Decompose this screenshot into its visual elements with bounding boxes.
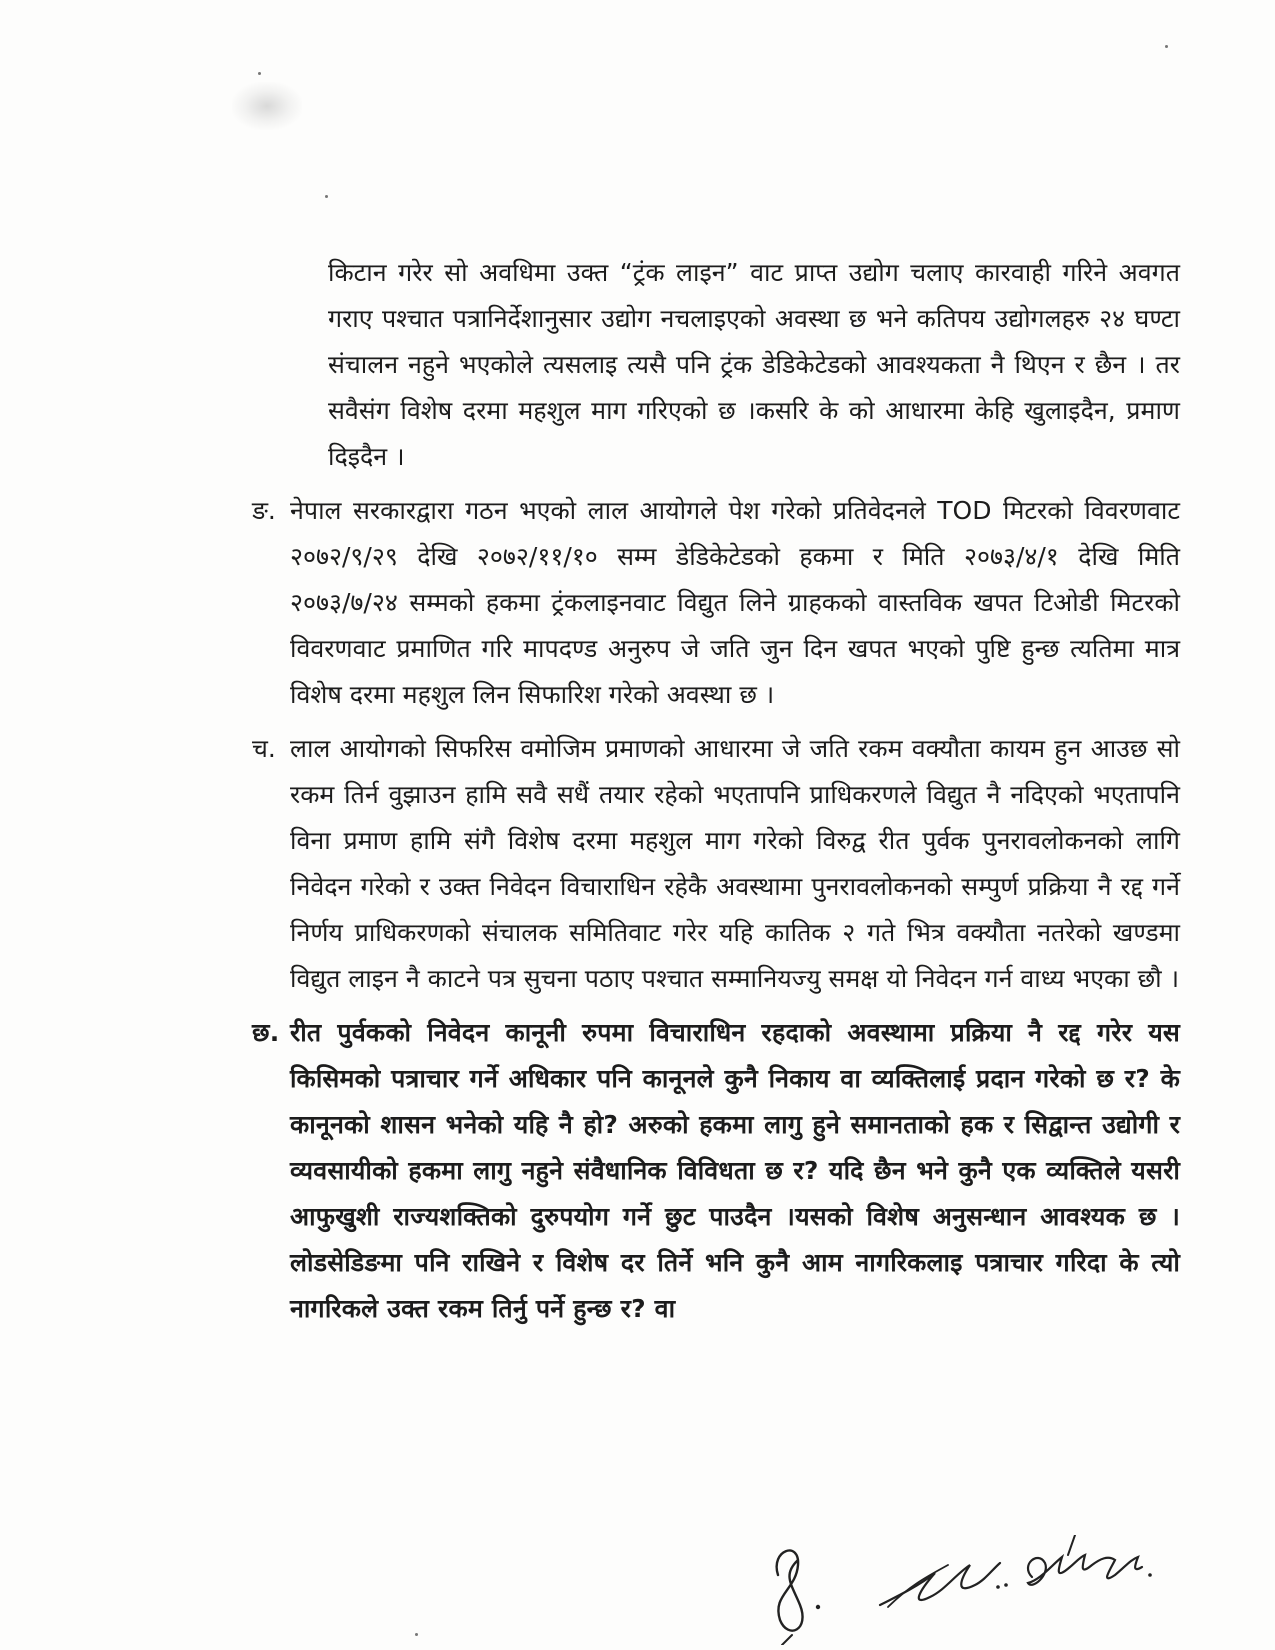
paragraph-nga xyxy=(252,488,1180,718)
document-body xyxy=(252,250,1180,1340)
paragraph-continuation xyxy=(290,250,1180,480)
paragraph-text: किटान गरेर सो अवधिमा उक्त “ट्रंक लाइन” वाट प्राप्त उद्योग चलाए कारवाही गरिने अवगत गराए पश्चात पत्रानिर्देशानुसार उद्योग नचलाइएको अवस्था छ भने कतिपय उद्योगलहरु २४ घण्टा संचालन नहुने भएकोले त्यसलाइ त्यसै पनि ट्रंक डेडिकेटेडको आवश्यकता नै थिएन र छैन । तर सवैसंग विशेष दरमा महशुल माग गरिएको छ ।कसरि के को आधारमा केहि खुलाइदैन, प्रमाण दिइदैन । xyxy=(328,258,1180,471)
handwritten-signatures-icon xyxy=(770,1535,1210,1645)
paragraph-marker: ङ. xyxy=(252,496,276,525)
paragraph-cha xyxy=(252,726,1180,1002)
paragraph-marker: छ. xyxy=(252,1018,280,1047)
paragraph-chha xyxy=(252,1010,1180,1332)
paragraph-text: रीत पुर्वकको निवेदन कानूनी रुपमा विचाराधिन रहदाको अवस्थामा प्रक्रिया नै रद्द गरेर यस किसिमको पत्राचार गर्ने अधिकार पनि कानूनले कुनै निकाय वा व्यक्तिलाई प्रदान गरेको छ र? के कानूनको शासन भनेको यहि नै हो? अरुको हकमा लागु हुने समानताको हक र सिद्वान्त उद्योगी र व्यवसायीको हकमा लागु नहुने संवैधानिक विविधता छ र? यदि छैन भने कुनै एक व्यक्तिले यसरी आफुखुशी राज्यशक्तिको दुरुपयोग गर्ने छुट पाउदैन ।यसको विशेष अनुसन्धान आवश्यक छ । लोडसेडिङमा पनि राखिने र विशेष दर तिर्ने भनि कुनै आम नागरिकलाइ पत्राचार गरिदा के त्यो नागरिकले उक्त रकम तिर्नु पर्ने हुन्छ र? वा xyxy=(290,1018,1180,1323)
scan-smudge xyxy=(232,82,302,130)
signatures xyxy=(770,1535,1210,1645)
scan-speck xyxy=(325,195,328,198)
scan-speck xyxy=(258,72,261,75)
paragraph-marker: च. xyxy=(252,734,276,763)
paragraph-text: लाल आयोगको सिफरिस वमोजिम प्रमाणको आधारमा जे जति रकम वक्यौता कायम हुन आउछ सो रकम तिर्न वुझाउन हामि सवै सधैं तयार रहेको भएतापनि प्राधिकरणले विद्युत नै नदिएको भएतापनि विना प्रमाण हामि संगै विशेष दरमा महशुल माग गरेको विरुद्व रीत पुर्वक पुनरावलोकनको लागि निवेदन गरेको र उक्त निवेदन विचाराधिन रहेकै अवस्थामा पुनरावलोकनको सम्पुर्ण प्रक्रिया नै रद्द गर्ने निर्णय प्राधिकरणको संचालक समितिवाट गरेर यहि कातिक २ गते भित्र वक्यौता नतरेको खण्डमा विद्युत लाइन नै काटने पत्र सुचना पठाए पश्चात सम्मानियज्यु समक्ष यो निवेदन गर्न वाध्य भएका छौ । xyxy=(290,734,1180,993)
scan-speck xyxy=(1165,45,1168,48)
paragraph-text: नेपाल सरकारद्वारा गठन भएको लाल आयोगले पेश गरेको प्रतिवेदनले TOD मिटरको विवरणवाट २०७२/९/२९ देखि २०७२/११/१० सम्म डेडिकेटेडको हकमा र मिति २०७३/४/१ देखि मिति २०७३/७/२४ सम्मको हकमा ट्रंकलाइनवाट विद्युत लिने ग्राहकको वास्तविक खपत टिओडी मिटरको विवरणवाट प्रमाणित गरि मापदण्ड अनुरुप जे जति जुन दिन खपत भएको पुष्टि हुन्छ त्यतिमा मात्र विशेष दरमा महशुल लिन सिफारिश गरेको अवस्था छ । xyxy=(290,496,1180,709)
scan-speck xyxy=(415,1633,418,1636)
